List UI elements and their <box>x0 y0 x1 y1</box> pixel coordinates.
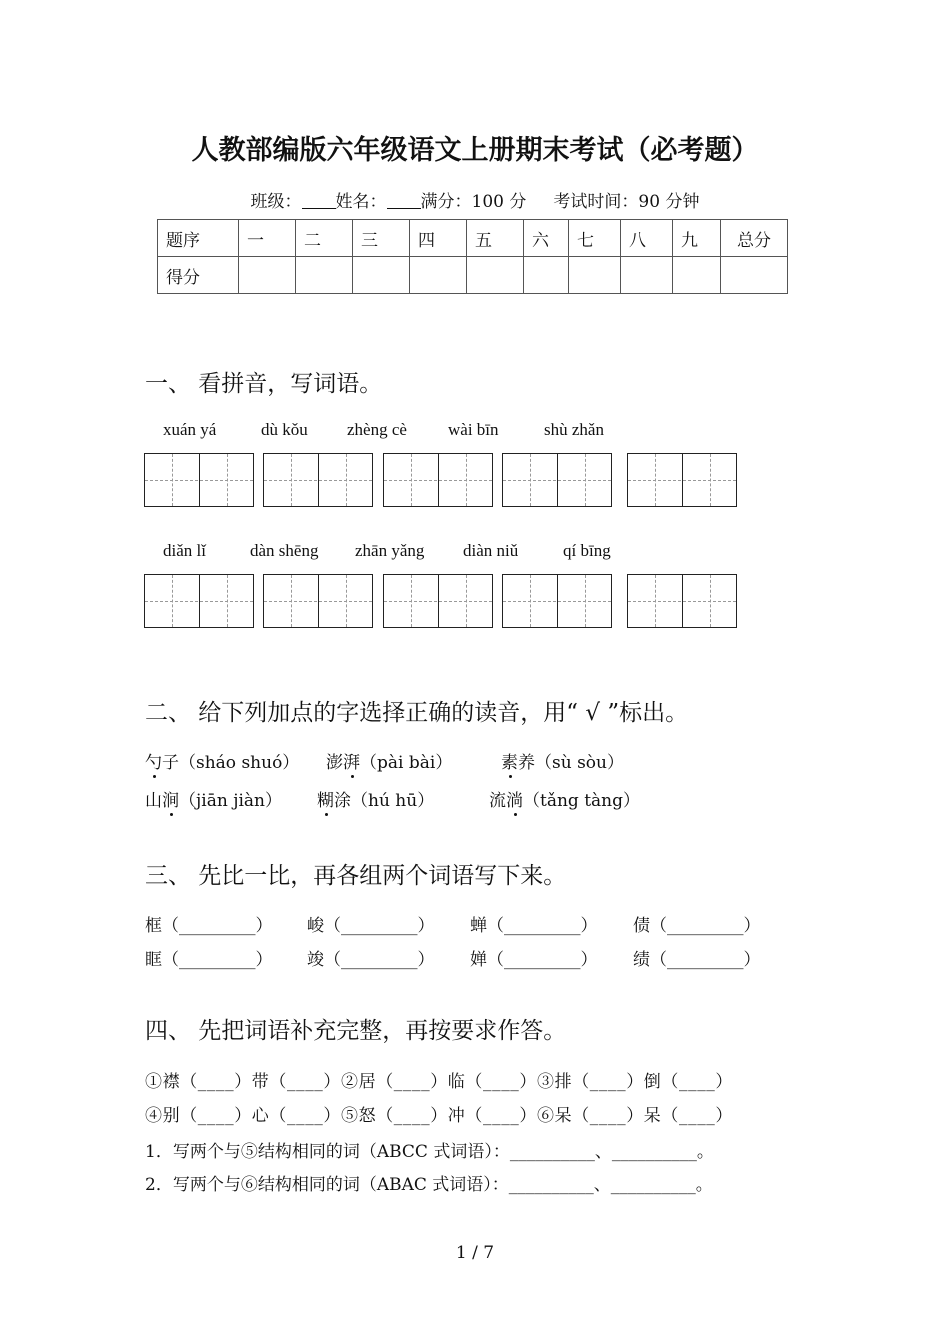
score-cell[interactable] <box>721 257 788 294</box>
header-cell: 题序 <box>158 220 239 257</box>
choice-text: 子（sháo shuó） <box>162 753 300 773</box>
writing-grid[interactable] <box>627 453 737 507</box>
writing-grid[interactable] <box>144 574 254 628</box>
reading-choice[interactable] <box>145 786 282 811</box>
dotted-char: 糊 <box>317 791 334 811</box>
dotted-char: 勺 <box>145 753 162 773</box>
pinyin-label: wài bīn <box>448 420 499 439</box>
score-cell[interactable] <box>621 257 673 294</box>
choice-text: （tǎng tàng） <box>523 791 640 811</box>
plain-char: 流 <box>489 791 506 811</box>
reading-choice[interactable] <box>317 786 434 811</box>
idiom-fill-line[interactable]: ①襟（____）带（____）②居（____）临（____）③排（____）倒（____） <box>145 1072 733 1092</box>
pinyin-label: diàn niǔ <box>463 541 519 560</box>
score-cell[interactable] <box>673 257 721 294</box>
score-cell[interactable] <box>467 257 524 294</box>
pinyin-label: zhān yǎng <box>355 541 425 560</box>
reading-choice[interactable] <box>145 748 299 773</box>
exam-info <box>0 187 950 212</box>
score-cell[interactable] <box>410 257 467 294</box>
writing-grid[interactable] <box>627 574 737 628</box>
header-cell: 三 <box>353 220 410 257</box>
dotted-char: 淌 <box>506 791 523 811</box>
compare-item[interactable]: 债（_________） <box>633 916 761 936</box>
pinyin-label: diǎn lǐ <box>163 541 206 560</box>
compare-item[interactable]: 眶（_________） <box>145 950 273 970</box>
dotted-char: 素 <box>501 753 518 773</box>
header-cell: 一 <box>239 220 296 257</box>
dotted-char: 涧 <box>162 791 179 811</box>
header-cell: 七 <box>569 220 621 257</box>
compare-item[interactable]: 蝉（_________） <box>470 916 598 936</box>
score-cell[interactable] <box>296 257 353 294</box>
reading-choice[interactable] <box>489 786 640 811</box>
page-number: 1 / 7 <box>455 1243 495 1263</box>
writing-grid[interactable] <box>383 453 493 507</box>
writing-grid[interactable] <box>144 453 254 507</box>
question-1[interactable]: 1．写两个与⑤结构相同的词（ABCC 式词语）：__________、__________。 <box>145 1142 714 1162</box>
section2-heading: 二、 给下列加点的字选择正确的读音，用“ √ ”标出。 <box>145 700 689 726</box>
plain-char: 澎 <box>326 753 343 773</box>
choice-text: 养（sù sòu） <box>518 753 624 773</box>
class-blank[interactable] <box>302 192 336 209</box>
score-cell[interactable] <box>239 257 296 294</box>
score-table-header-row <box>158 220 788 257</box>
choice-text: （jiān jiàn） <box>179 791 282 811</box>
dotted-char: 湃 <box>343 753 360 773</box>
pinyin-label: qí bīng <box>563 541 611 560</box>
writing-grid[interactable] <box>502 574 612 628</box>
section4-heading: 四、 先把词语补充完整，再按要求作答。 <box>145 1018 567 1044</box>
compare-item[interactable]: 框（_________） <box>145 916 273 936</box>
question-2[interactable]: 2．写两个与⑥结构相同的词（ABAC 式词语）：__________、__________。 <box>145 1175 713 1195</box>
pinyin-label: dù kǒu <box>261 420 308 439</box>
writing-grid[interactable] <box>502 453 612 507</box>
pinyin-label: xuán yá <box>163 420 217 439</box>
reading-choice[interactable] <box>326 748 452 773</box>
header-cell: 四 <box>410 220 467 257</box>
pinyin-label: shù zhǎn <box>544 420 604 439</box>
choice-text: （pài bài） <box>360 753 453 773</box>
writing-grid[interactable] <box>263 574 373 628</box>
score-cell[interactable] <box>524 257 569 294</box>
header-cell: 总分 <box>721 220 788 257</box>
compare-item[interactable]: 绩（_________） <box>633 950 761 970</box>
compare-item[interactable]: 峻（_________） <box>307 916 435 936</box>
page-title: 人教部编版六年级语文上册期末考试（必考题） <box>191 135 759 166</box>
header-cell: 六 <box>524 220 569 257</box>
name-blank[interactable] <box>387 192 421 209</box>
score-cell[interactable] <box>569 257 621 294</box>
pinyin-label: zhèng cè <box>347 420 407 439</box>
choice-text: 涂（hú hū） <box>334 791 435 811</box>
writing-grid[interactable] <box>383 574 493 628</box>
section1-heading: 一、 看拼音，写词语。 <box>145 371 383 397</box>
score-table-score-row <box>158 257 788 294</box>
header-cell: 五 <box>467 220 524 257</box>
writing-grid[interactable] <box>263 453 373 507</box>
exam-time: 考试时间：90 分钟 <box>553 192 700 212</box>
header-cell: 八 <box>621 220 673 257</box>
plain-char: 山 <box>145 791 162 811</box>
header-cell: 二 <box>296 220 353 257</box>
full-score: 满分：100 分 <box>420 192 527 212</box>
header-cell: 九 <box>673 220 721 257</box>
reading-choice[interactable] <box>501 748 624 773</box>
section3-heading: 三、 先比一比，再各组两个词语写下来。 <box>145 863 567 889</box>
pinyin-label: dàn shēng <box>250 541 319 560</box>
name-label: 姓名： <box>335 192 387 212</box>
idiom-fill-line[interactable]: ④别（____）心（____）⑤怒（____）冲（____）⑥呆（____）呆（____） <box>145 1106 733 1126</box>
score-cell[interactable] <box>353 257 410 294</box>
score-row-label: 得分 <box>158 257 239 294</box>
compare-item[interactable]: 婵（_________） <box>470 950 598 970</box>
compare-item[interactable]: 竣（_________） <box>307 950 435 970</box>
score-table <box>157 219 788 294</box>
class-label: 班级： <box>250 192 302 212</box>
